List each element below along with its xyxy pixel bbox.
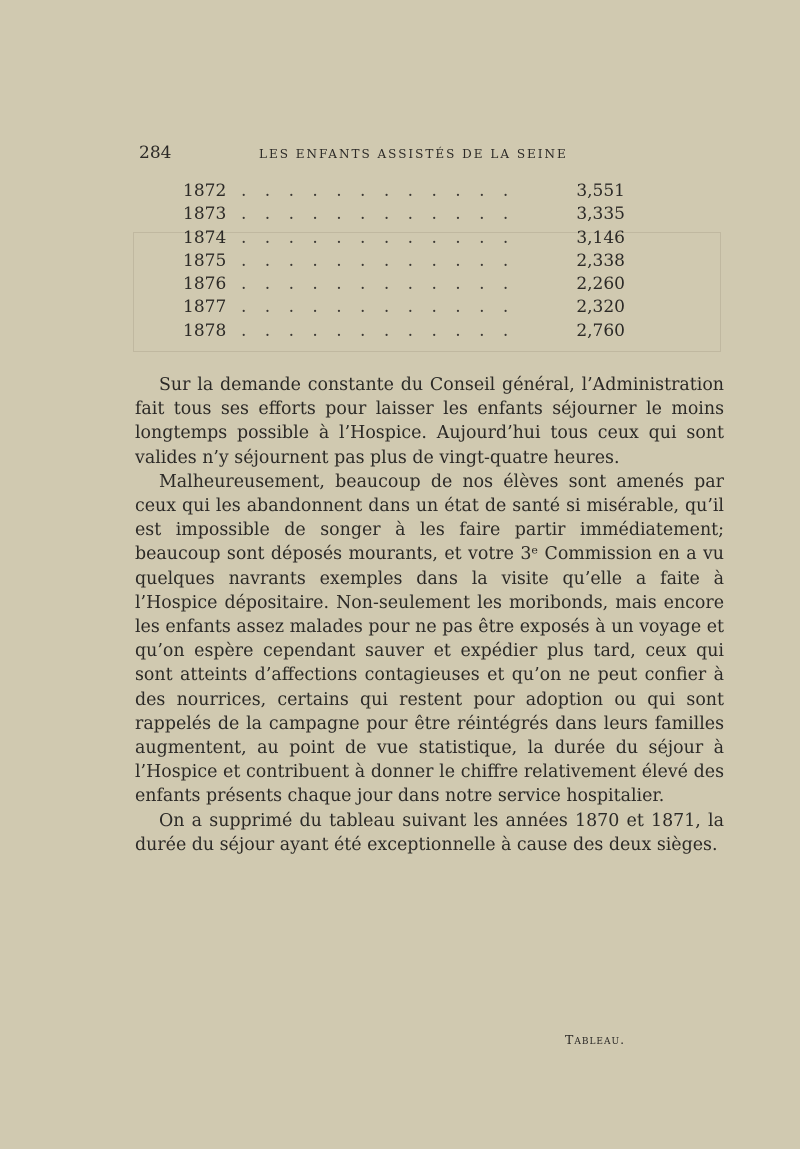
table-row xyxy=(183,297,625,320)
year-cell: 1876 xyxy=(183,274,227,295)
page-number: 284 xyxy=(139,143,172,163)
value-cell: 3,335 xyxy=(576,204,625,225)
dot-leader: . . . . . . . . . . . . xyxy=(241,204,515,225)
table-row xyxy=(183,181,625,204)
value-cell: 2,760 xyxy=(576,320,625,341)
dot-leader: . . . . . . . . . . . . xyxy=(241,274,515,295)
value-cell: 3,146 xyxy=(576,227,625,248)
value-cell: 2,338 xyxy=(576,250,625,271)
dot-leader: . . . . . . . . . . . . xyxy=(241,250,515,271)
dot-leader: . . . . . . . . . . . . xyxy=(241,297,515,318)
year-cell: 1875 xyxy=(183,250,227,271)
table-row xyxy=(183,204,625,227)
catchword: Tableau. xyxy=(565,1032,626,1047)
paragraph: Sur la demande constante du Conseil général, l’Administration fait tous ses efforts pour laisser les enfants séjourner le moins longtemps possible à l’Hospice. Aujourd’hui tous ceux qui sont valides n’y séjournent pas plus de vingt-quatre heures. xyxy=(135,375,724,468)
year-cell: 1878 xyxy=(183,320,227,341)
table-row xyxy=(183,321,625,344)
running-title: LES ENFANTS ASSISTÉS DE LA SEINE xyxy=(259,147,568,161)
year-cell: 1873 xyxy=(183,204,227,225)
dot-leader: . . . . . . . . . . . . xyxy=(241,227,515,248)
year-cell: 1872 xyxy=(183,181,227,201)
dot-leader: . . . . . . . . . . . . xyxy=(241,181,515,201)
paragraph: Malheureusement, beaucoup de nos élèves sont amenés par ceux qui les abandonnent dans un état de santé si misérable, qu’il est impossible de songer à les faire partir immédiatement; beaucoup sont déposés mourants, et votre 3ᵉ Commission en a vu quelques navrants exemples dans la visite qu’elle a faite à l’Hospice dépositaire. Non-seulement les moribonds, mais encore les enfants assez malades pour ne pas être exposés à un voyage et qu’on espère cependant sauver et expédier plus tard, ceux qui sont atteints d’affections contagieuses et qu’on ne peut confier à des nourrices, certains qui restent pour adoption ou qui sont rappelés de la campagne pour être réintégrés dans leurs familles augmentent, au point de vue statistique, la durée du séjour à l’Hospice et contribuent à donner le chiffre relativement élevé des enfants présents chaque jour dans notre service hospitalier. xyxy=(135,471,724,807)
table-row xyxy=(183,251,625,274)
table-row xyxy=(183,228,625,251)
dot-leader: . . . . . . . . . . . . xyxy=(241,320,515,341)
year-table xyxy=(183,181,625,344)
value-cell: 2,320 xyxy=(576,297,625,318)
year-cell: 1877 xyxy=(183,297,227,318)
value-cell: 3,551 xyxy=(576,181,625,201)
page-header xyxy=(139,143,614,165)
paragraph: On a supprimé du tableau suivant les années 1870 et 1871, la durée du séjour ayant été exceptionnelle à cause des deux sièges. xyxy=(135,810,724,855)
value-cell: 2,260 xyxy=(576,274,625,295)
body-text xyxy=(135,373,724,857)
table-row xyxy=(183,274,625,297)
year-cell: 1874 xyxy=(183,227,227,248)
